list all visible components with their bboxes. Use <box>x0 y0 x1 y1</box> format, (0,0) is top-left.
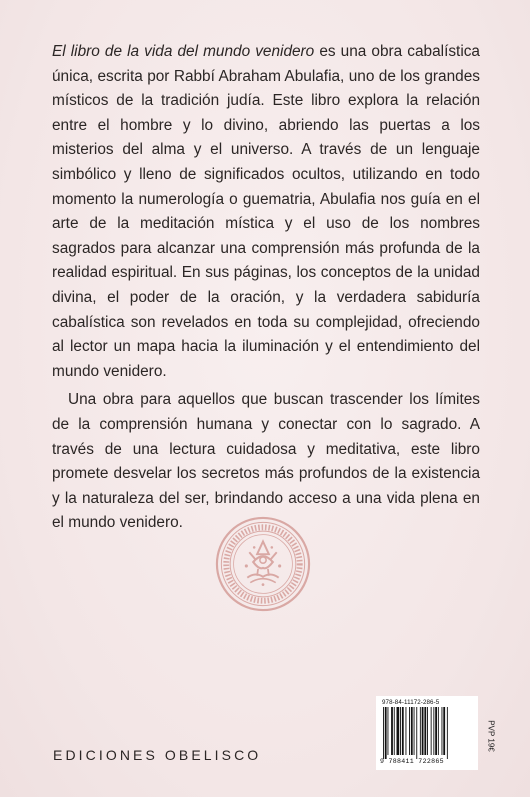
synopsis-paragraph-1-text: es una obra cabalística única, escrita por Rabbí Abraham Abulafia, uno de los grandes místicos de la tradición judía. Este libro explora la relación entre el hombre y lo divino, abriendo las puertas a los misterios del alma y el universo. A través de un lenguaje simbólico y lleno de significados ocultos, utilizando en todo momento la numerología o guematria, Abulafia nos guía en el arte de la meditación mística y el uso de los nombres sagrados para alcanzar una comprensión más profunda de la realidad espiritual. En sus páginas, los conceptos de la unidad divina, el poder de la oración, y la verdadera sabiduría cabalística son revelados en toda su complejidad, ofreciendo al lector un mapa hacia la iluminación y el entendimiento del mundo venidero. <box>52 43 480 380</box>
barcode-bar <box>416 707 417 759</box>
barcode-bar <box>385 707 387 759</box>
barcode-bar <box>414 707 415 755</box>
barcode-digits: 9 788411 722865 <box>380 758 444 765</box>
barcode-bar <box>433 707 434 755</box>
publisher-name: EDICIONES OBELISCO <box>53 747 262 763</box>
barcode-bar <box>391 707 393 755</box>
barcode-bar <box>442 707 443 755</box>
barcode-bar <box>383 707 384 759</box>
barcode-bar <box>409 707 410 755</box>
barcode <box>376 696 478 770</box>
price-label: PVP 19€ <box>486 720 496 752</box>
publisher-emblem-icon <box>214 515 312 613</box>
book-title: El libro de la vida del mundo venidero <box>52 43 315 60</box>
barcode-bar <box>427 707 428 755</box>
synopsis <box>52 40 480 536</box>
barcode-bars <box>382 707 472 759</box>
synopsis-paragraph-2: Una obra para aquellos que buscan trascender los límites de la comprensión humana y conectar con lo sagrado. A través de una lectura cuidadosa y meditativa, este libro promete desvelar los secretos más profundos de la existencia y la naturaleza del ser, brindando acceso a una vida plena en el mundo venidero. <box>52 391 480 532</box>
barcode-bar <box>447 707 448 759</box>
price-tag <box>486 706 496 766</box>
barcode-bar <box>397 707 400 755</box>
barcode-bar <box>438 707 439 755</box>
barcode-bar <box>402 707 404 755</box>
barcode-bar <box>406 707 407 755</box>
barcode-bar <box>411 707 413 755</box>
barcode-bar <box>420 707 421 755</box>
barcode-bar <box>431 707 432 755</box>
barcode-bar <box>424 707 426 755</box>
synopsis-paragraph-1 <box>52 40 480 384</box>
barcode-bar <box>388 707 389 755</box>
isbn-label: 978-84-11172-286-5 <box>382 699 440 706</box>
barcode-bar <box>400 707 401 755</box>
barcode-bar <box>422 707 424 755</box>
barcode-bar <box>443 707 445 755</box>
barcode-bar <box>435 707 437 755</box>
barcode-bar <box>394 707 395 755</box>
